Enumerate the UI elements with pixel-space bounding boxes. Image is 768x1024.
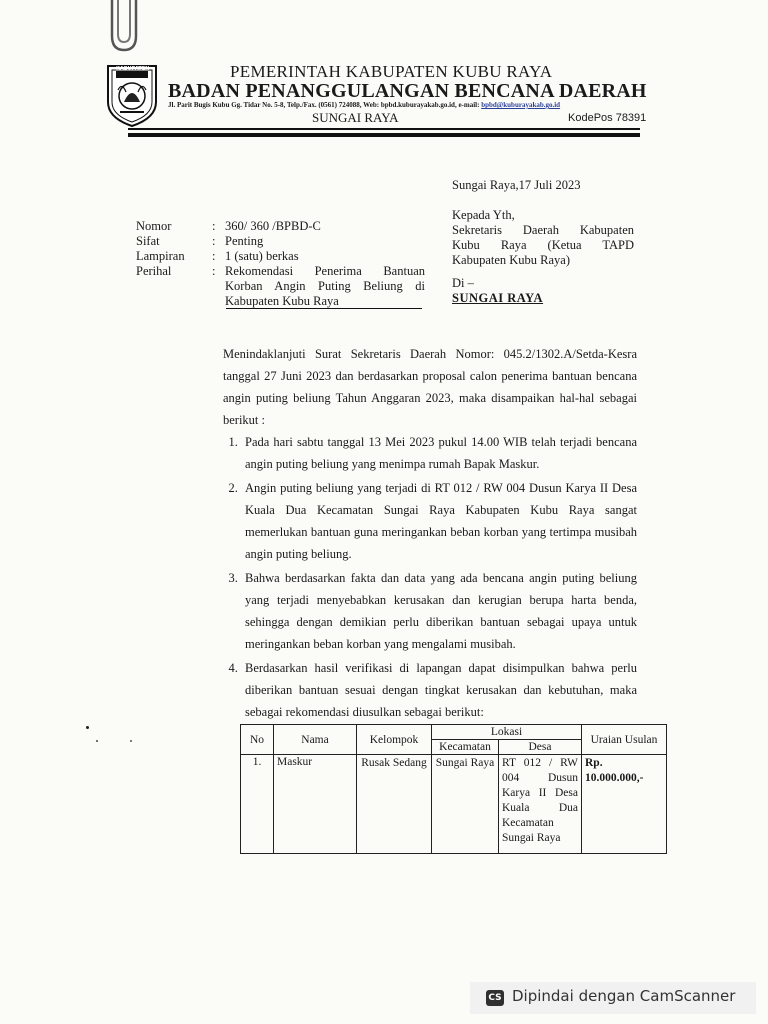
letterhead-divider (128, 128, 640, 130)
recipient-block (452, 208, 634, 306)
letterhead-agency: BADAN PENANGGULANGAN BENCANA DAERAH (168, 80, 647, 102)
letter-number: 360/ 360 /BPBD-C (225, 219, 321, 233)
col-header-lokasi: Lokasi (432, 725, 582, 740)
cell-nama: Maskur (274, 755, 357, 854)
letter-date: Sungai Raya,17 Juli 2023 (452, 178, 581, 192)
camscanner-icon: CS (486, 990, 504, 1006)
col-header-uraian: Uraian Usulan (582, 725, 667, 755)
email-link: bpbd@kuburayakab.go.id (481, 101, 561, 109)
cell-no: 1. (241, 755, 274, 854)
point-list (223, 431, 637, 723)
cell-kecamatan: Sungai Raya (432, 755, 499, 854)
col-header-kelompok: Kelompok (357, 725, 432, 755)
cell-kelompok: Rusak Sedang (357, 755, 432, 854)
meta-label: Lampiran (136, 249, 185, 263)
letterhead-divider-thick (128, 133, 640, 137)
col-header-kecamatan: Kecamatan (432, 740, 499, 755)
letterhead-postal: KodePos 78391 (568, 112, 647, 124)
letter-meta: Nomor : 360/ 360 /BPBD-C Sifat : Penting Lampiran : 1 (satu) berkas Perihal : Rekomendasi Penerima Bantuan Korban Angin Puting Beliung di Kabupaten Kubu Raya (136, 219, 425, 308)
recipient-place: SUNGAI RAYA (452, 291, 544, 305)
recipient-line: Kabupaten Kubu Raya) (452, 253, 571, 267)
intro-paragraph: Menindaklanjuti Surat Sekretaris Daerah Nomor: 045.2/1302.A/Setda-Kesra tanggal 27 Juni 2023 dan berdasarkan proposal calon penerima bantuan bencana angin puting beliung Tahun Anggaran 2023, maka disampaikan hal-hal sebagai berikut : (223, 347, 637, 427)
col-header-no: No (241, 725, 274, 755)
letter-nature: Penting (225, 234, 264, 248)
recipient-greeting: Kepada Yth, (452, 208, 515, 222)
letterhead-government: PEMERINTAH KABUPATEN KUBU RAYA (230, 62, 553, 81)
logo-caption: KABUPATEN (116, 66, 150, 72)
col-header-nama: Nama (274, 725, 357, 755)
list-item: 1. Pada hari sabtu tanggal 13 Mei 2023 pukul 14.00 WIB telah terjadi bencana angin puting beliung yang menimpa rumah Bapak Maskur. (241, 431, 637, 475)
recipient-line: Sekretaris Daerah Kabupaten (452, 223, 634, 237)
list-item: 4. Berdasarkan hasil verifikasi di lapangan dapat disimpulkan bahwa perlu diberikan bantuan sesuai dengan tingkat kerusakan dan kebutuhan, maka sebagai rekomendasi diusulkan sebagai berikut: (241, 657, 637, 723)
scan-speck (86, 726, 89, 729)
recipient-di: Di – (452, 276, 474, 290)
camscanner-text: Dipindai dengan CamScanner (512, 987, 736, 1005)
scan-speck (96, 740, 98, 742)
letterhead-city: SUNGAI RAYA (312, 110, 399, 125)
recommendation-table (240, 724, 667, 854)
letter-attachment: 1 (satu) berkas (225, 249, 299, 263)
cell-desa: RT 012 / RW 004 Dusun Karya II Desa Kuala Dua Kecamatan Sungai Raya (499, 755, 582, 854)
meta-label: Sifat (136, 234, 160, 248)
scan-speck (130, 740, 132, 742)
list-item: 2. Angin puting beliung yang terjadi di RT 012 / RW 004 Dusun Karya II Desa Kuala Dua Kecamatan Sungai Raya Kabupaten Kubu Raya sangat memerlukan bantuan guna meringankan beban korban yang tertimpa musibah angin puting beliung. (241, 477, 637, 565)
recipient-line: Kubu Raya (Ketua TAPD (452, 238, 634, 252)
cell-uraian: Rp. 10.000.000,- (582, 755, 667, 854)
paper-clip-icon (104, 0, 144, 56)
table-row (241, 755, 667, 854)
letter-body (223, 343, 637, 725)
meta-label: Perihal (136, 264, 172, 278)
letterhead-address: Jl. Parit Bugis Kubu Gg. Tidar No. 5-8, Telp./Fax. (0561) 724088, Web: bpbd.kuburayakab.go.id, e-mail: bpbd@kuburayakab.go.id (168, 101, 561, 109)
meta-label: Nomor (136, 219, 172, 233)
subject-underline (226, 308, 422, 309)
letter-subject: Rekomendasi Penerima Bantuan Korban Angin Puting Beliung di Kabupaten Kubu Raya (225, 264, 425, 308)
list-item: 3. Bahwa berdasarkan fakta dan data yang ada bencana angin puting beliung yang terjadi menyebabkan kerusakan dan kerugian berupa harta benda, sehingga dengan demikian perlu diberikan bantuan sebagai upaya untuk meringankan beban korban yang mengalami musibah. (241, 567, 637, 655)
col-header-desa: Desa (499, 740, 582, 755)
